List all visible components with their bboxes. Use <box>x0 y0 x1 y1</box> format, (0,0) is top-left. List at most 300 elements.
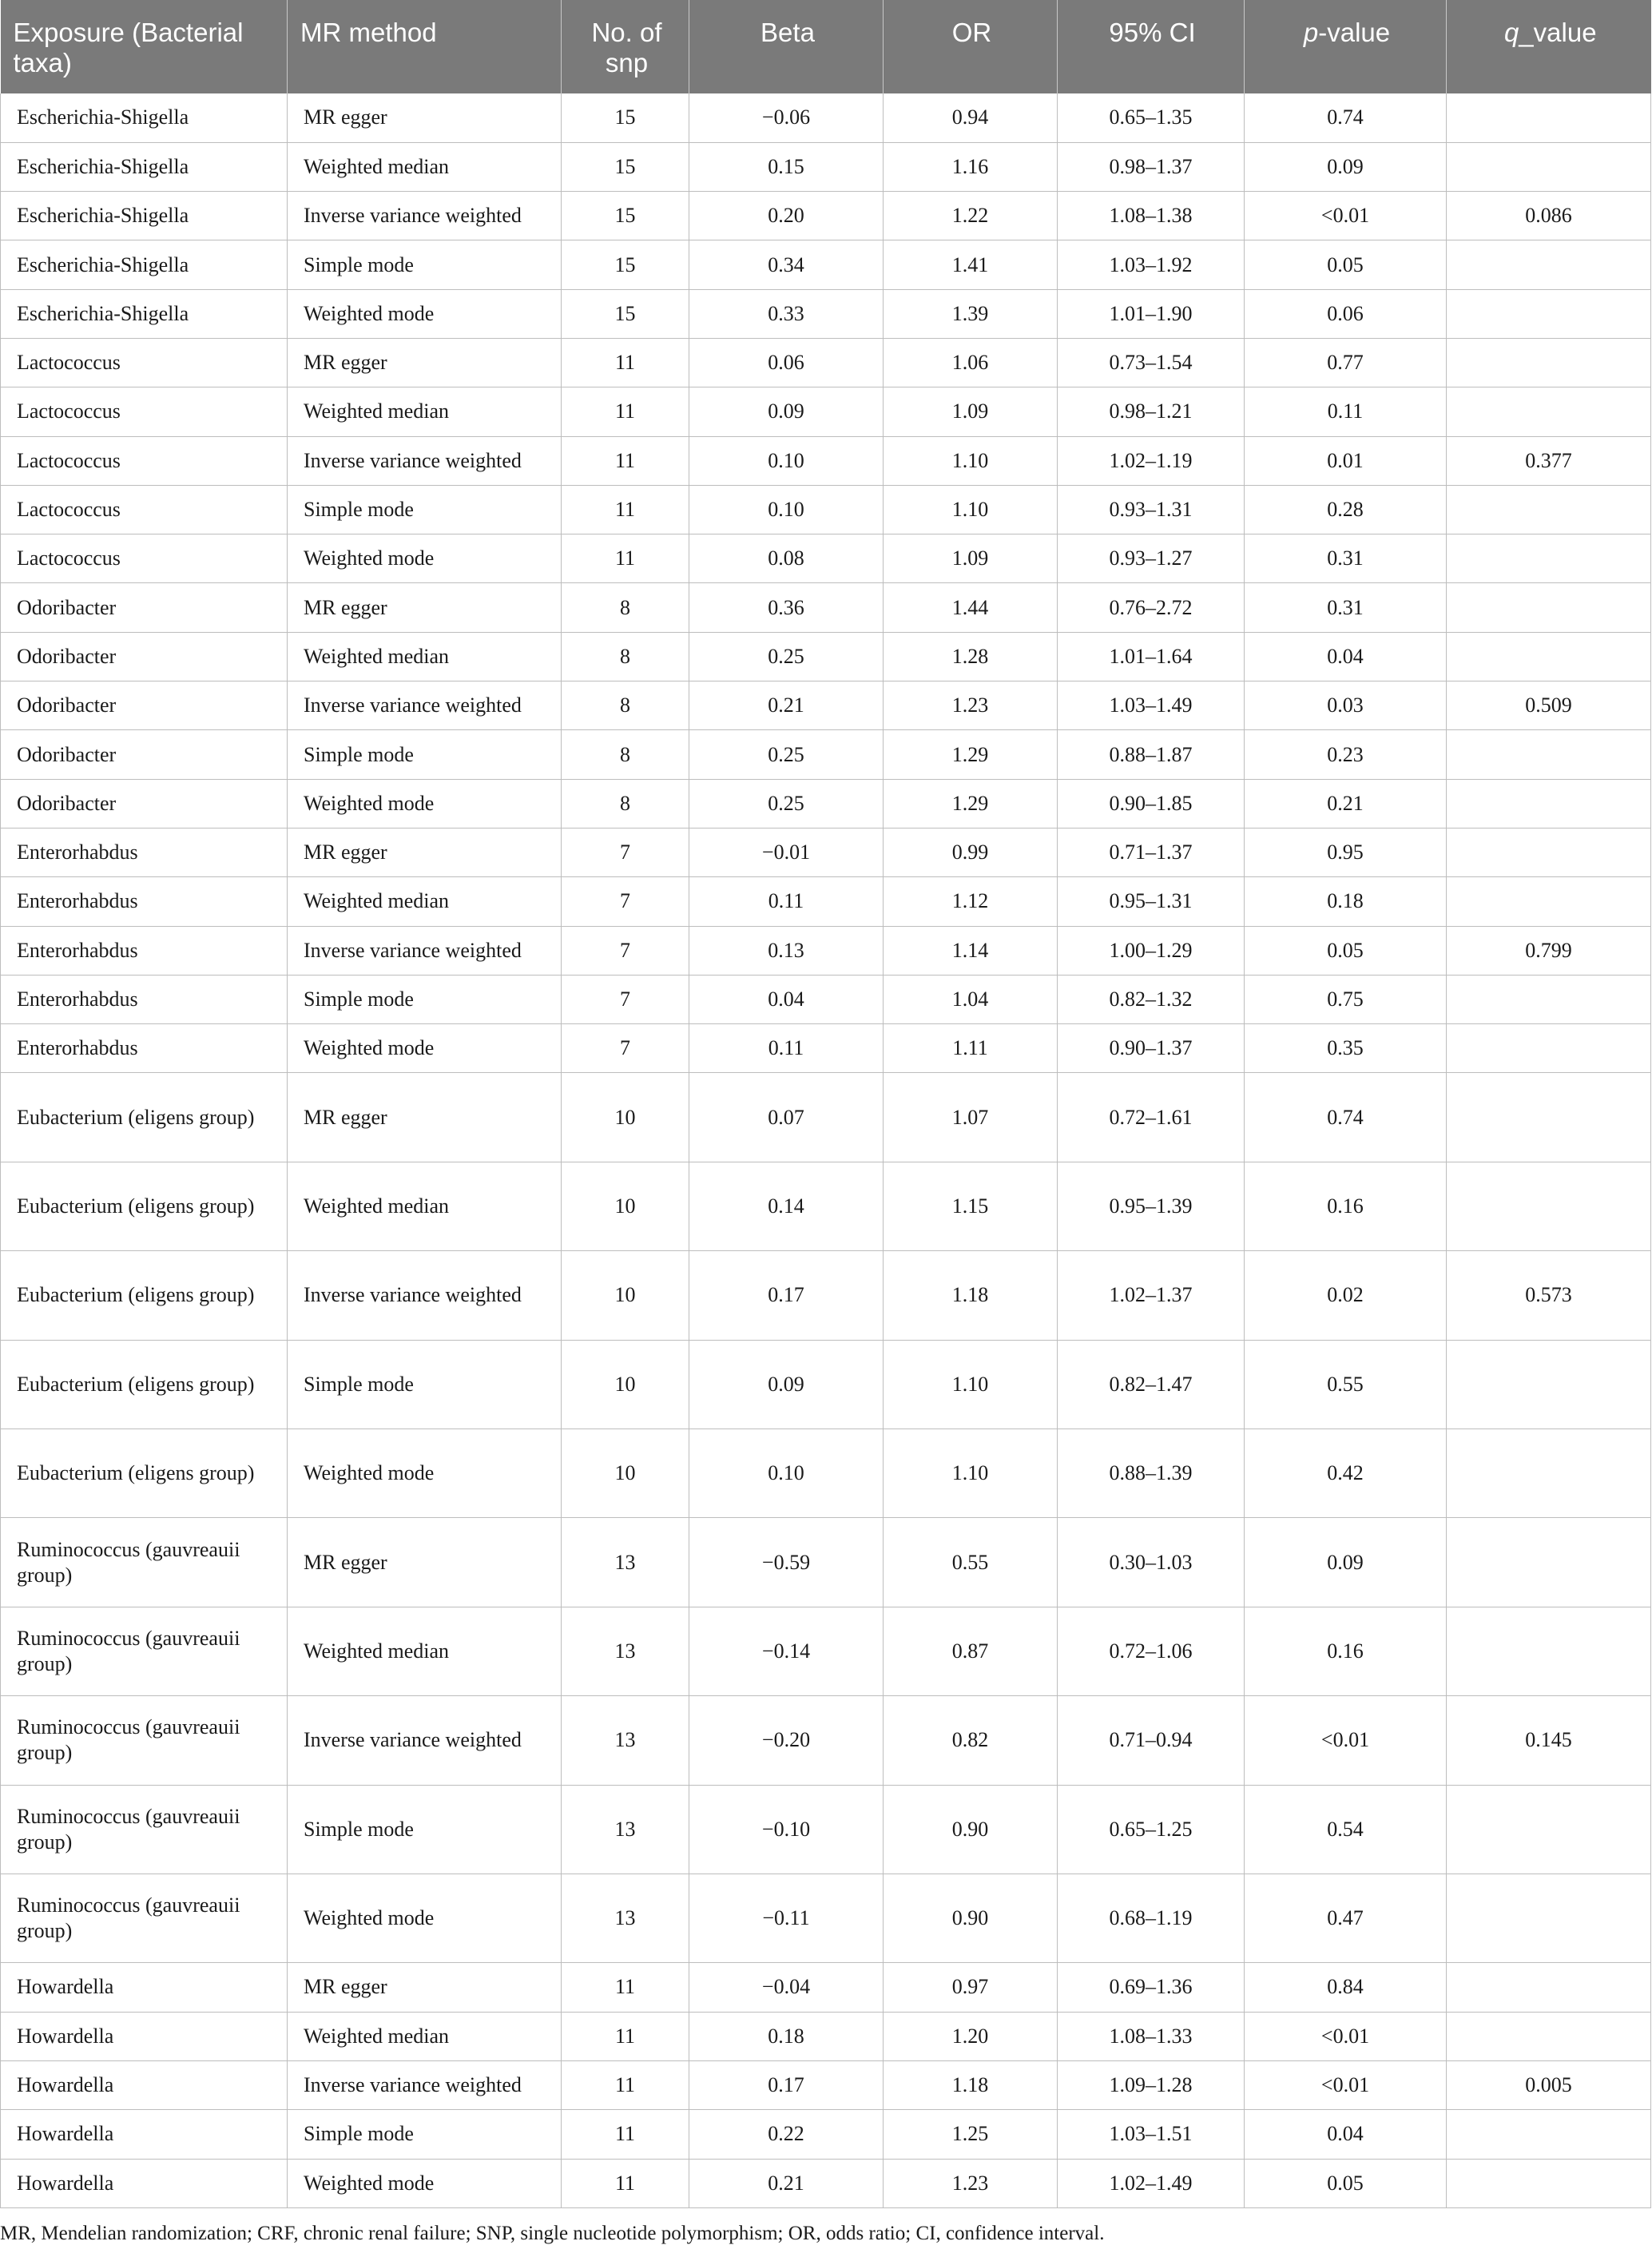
mr-method-cell: Simple mode <box>288 730 562 779</box>
snp-count-cell: 15 <box>562 240 689 289</box>
mr-method-cell: Inverse variance weighted <box>288 192 562 240</box>
q-value-cell <box>1447 2159 1651 2207</box>
table-row <box>1 1429 1651 1518</box>
q-value-cell <box>1447 1340 1651 1429</box>
ci-cell: 1.03–1.49 <box>1058 681 1245 730</box>
ci-cell: 0.30–1.03 <box>1058 1518 1245 1607</box>
q-value-cell <box>1447 779 1651 828</box>
q-value-cell <box>1447 1024 1651 1073</box>
exposure-cell: Enterorhabdus <box>1 926 288 975</box>
q-value-cell: 0.377 <box>1447 436 1651 485</box>
or-cell: 1.10 <box>884 1429 1058 1518</box>
beta-cell: 0.06 <box>689 338 884 387</box>
table-row <box>1 1607 1651 1695</box>
or-cell: 1.23 <box>884 2159 1058 2207</box>
ci-cell: 1.08–1.33 <box>1058 2012 1245 2060</box>
beta-cell: −0.20 <box>689 1696 884 1785</box>
beta-cell: −0.06 <box>689 93 884 142</box>
table-row <box>1 1340 1651 1429</box>
q-value-cell <box>1447 240 1651 289</box>
snp-count-cell: 13 <box>562 1785 689 1874</box>
q-value-cell: 0.573 <box>1447 1251 1651 1340</box>
mr-method-cell: Simple mode <box>288 485 562 534</box>
table-row <box>1 1696 1651 1785</box>
exposure-cell: Ruminococcus (gauvreauii group) <box>1 1518 288 1607</box>
q-value-cell <box>1447 632 1651 681</box>
p-value-cell: 0.42 <box>1245 1429 1447 1518</box>
ci-cell: 0.72–1.06 <box>1058 1607 1245 1695</box>
ci-cell: 1.09–1.28 <box>1058 2060 1245 2109</box>
beta-cell: 0.08 <box>689 534 884 583</box>
table-header <box>1 0 1651 93</box>
mr-method-cell: Weighted median <box>288 632 562 681</box>
ci-cell: 0.90–1.37 <box>1058 1024 1245 1073</box>
beta-cell: 0.07 <box>689 1073 884 1162</box>
mr-method-cell: Weighted mode <box>288 289 562 338</box>
p-value-cell: 0.74 <box>1245 93 1447 142</box>
snp-count-cell: 11 <box>562 338 689 387</box>
mr-method-cell: MR egger <box>288 338 562 387</box>
or-cell: 1.39 <box>884 289 1058 338</box>
p-value-cell: 0.09 <box>1245 142 1447 191</box>
mr-method-cell: Weighted mode <box>288 779 562 828</box>
ci-cell: 1.03–1.92 <box>1058 240 1245 289</box>
header-mr-method: MR method <box>288 0 562 93</box>
exposure-cell: Howardella <box>1 2110 288 2159</box>
beta-cell: 0.11 <box>689 1024 884 1073</box>
exposure-cell: Escherichia-Shigella <box>1 192 288 240</box>
p-value-cell: 0.09 <box>1245 1518 1447 1607</box>
or-cell: 1.11 <box>884 1024 1058 1073</box>
table-row <box>1 1874 1651 1962</box>
q-value-cell <box>1447 730 1651 779</box>
beta-cell: 0.09 <box>689 1340 884 1429</box>
table-row <box>1 142 1651 191</box>
ci-cell: 0.98–1.37 <box>1058 142 1245 191</box>
mr-method-cell: Inverse variance weighted <box>288 436 562 485</box>
or-cell: 1.09 <box>884 534 1058 583</box>
ci-cell: 0.65–1.35 <box>1058 93 1245 142</box>
beta-cell: 0.14 <box>689 1162 884 1250</box>
snp-count-cell: 15 <box>562 289 689 338</box>
table-row <box>1 975 1651 1023</box>
snp-count-cell: 11 <box>562 2012 689 2060</box>
or-cell: 1.23 <box>884 681 1058 730</box>
exposure-cell: Escherichia-Shigella <box>1 93 288 142</box>
header-p-value: p-value <box>1245 0 1447 93</box>
beta-cell: −0.11 <box>689 1874 884 1962</box>
mr-method-cell: Weighted median <box>288 2012 562 2060</box>
table-row <box>1 632 1651 681</box>
ci-cell: 1.08–1.38 <box>1058 192 1245 240</box>
beta-cell: 0.15 <box>689 142 884 191</box>
beta-cell: 0.10 <box>689 1429 884 1518</box>
p-value-cell: 0.03 <box>1245 681 1447 730</box>
snp-count-cell: 11 <box>562 2060 689 2109</box>
beta-cell: 0.10 <box>689 485 884 534</box>
snp-count-cell: 7 <box>562 1024 689 1073</box>
or-cell: 0.55 <box>884 1518 1058 1607</box>
snp-count-cell: 10 <box>562 1073 689 1162</box>
exposure-cell: Odoribacter <box>1 730 288 779</box>
table-row <box>1 2159 1651 2207</box>
mr-method-cell: Weighted mode <box>288 1874 562 1962</box>
snp-count-cell: 11 <box>562 1963 689 2012</box>
p-value-cell: 0.31 <box>1245 583 1447 632</box>
mr-method-cell: Weighted mode <box>288 534 562 583</box>
or-cell: 0.97 <box>884 1963 1058 2012</box>
p-value-cell: 0.35 <box>1245 1024 1447 1073</box>
snp-count-cell: 11 <box>562 387 689 436</box>
or-cell: 1.29 <box>884 730 1058 779</box>
p-value-cell: 0.05 <box>1245 240 1447 289</box>
table-row <box>1 828 1651 876</box>
ci-cell: 0.82–1.32 <box>1058 975 1245 1023</box>
mr-method-cell: Weighted median <box>288 1607 562 1695</box>
table-row <box>1 1963 1651 2012</box>
or-cell: 1.18 <box>884 1251 1058 1340</box>
mr-method-cell: Simple mode <box>288 240 562 289</box>
table-row <box>1 926 1651 975</box>
or-cell: 0.90 <box>884 1874 1058 1962</box>
p-value-cell: 0.54 <box>1245 1785 1447 1874</box>
beta-cell: 0.36 <box>689 583 884 632</box>
table-row <box>1 93 1651 142</box>
p-value-cell: 0.05 <box>1245 2159 1447 2207</box>
exposure-cell: Lactococcus <box>1 436 288 485</box>
mr-method-cell: MR egger <box>288 1518 562 1607</box>
beta-cell: 0.33 <box>689 289 884 338</box>
beta-cell: 0.21 <box>689 2159 884 2207</box>
table-row <box>1 240 1651 289</box>
snp-count-cell: 7 <box>562 828 689 876</box>
table-row <box>1 338 1651 387</box>
or-cell: 0.87 <box>884 1607 1058 1695</box>
exposure-cell: Odoribacter <box>1 583 288 632</box>
beta-cell: 0.17 <box>689 1251 884 1340</box>
p-value-cell: 0.95 <box>1245 828 1447 876</box>
snp-count-cell: 8 <box>562 632 689 681</box>
q-value-cell <box>1447 142 1651 191</box>
exposure-cell: Ruminococcus (gauvreauii group) <box>1 1607 288 1695</box>
p-value-cell: 0.11 <box>1245 387 1447 436</box>
beta-cell: −0.04 <box>689 1963 884 2012</box>
mr-method-cell: MR egger <box>288 1963 562 2012</box>
p-value-cell: 0.28 <box>1245 485 1447 534</box>
table-row <box>1 583 1651 632</box>
beta-cell: 0.09 <box>689 387 884 436</box>
exposure-cell: Lactococcus <box>1 534 288 583</box>
snp-count-cell: 11 <box>562 436 689 485</box>
q-value-cell: 0.145 <box>1447 1696 1651 1785</box>
beta-cell: −0.01 <box>689 828 884 876</box>
ci-cell: 1.01–1.90 <box>1058 289 1245 338</box>
header-row <box>1 0 1651 93</box>
exposure-cell: Eubacterium (eligens group) <box>1 1251 288 1340</box>
exposure-cell: Howardella <box>1 1963 288 2012</box>
exposure-cell: Lactococcus <box>1 387 288 436</box>
q-value-cell <box>1447 485 1651 534</box>
q-value-cell <box>1447 828 1651 876</box>
table-row <box>1 192 1651 240</box>
p-value-cell: 0.75 <box>1245 975 1447 1023</box>
q-value-cell <box>1447 1963 1651 2012</box>
ci-cell: 0.95–1.31 <box>1058 877 1245 926</box>
mr-method-cell: Inverse variance weighted <box>288 1696 562 1785</box>
q-value-cell <box>1447 2012 1651 2060</box>
exposure-cell: Enterorhabdus <box>1 828 288 876</box>
ci-cell: 0.71–1.37 <box>1058 828 1245 876</box>
header-q-value: q_value <box>1447 0 1651 93</box>
or-cell: 1.10 <box>884 485 1058 534</box>
table-row <box>1 534 1651 583</box>
exposure-cell: Enterorhabdus <box>1 877 288 926</box>
or-cell: 1.20 <box>884 2012 1058 2060</box>
or-cell: 1.18 <box>884 2060 1058 2109</box>
or-cell: 1.22 <box>884 192 1058 240</box>
p-value-cell: 0.55 <box>1245 1340 1447 1429</box>
mr-method-cell: Inverse variance weighted <box>288 1251 562 1340</box>
or-cell: 1.16 <box>884 142 1058 191</box>
snp-count-cell: 7 <box>562 877 689 926</box>
ci-cell: 0.65–1.25 <box>1058 1785 1245 1874</box>
mr-method-cell: Simple mode <box>288 2110 562 2159</box>
q-value-cell <box>1447 975 1651 1023</box>
ci-cell: 0.72–1.61 <box>1058 1073 1245 1162</box>
q-value-cell <box>1447 1162 1651 1250</box>
ci-cell: 1.03–1.51 <box>1058 2110 1245 2159</box>
p-value-cell: <0.01 <box>1245 2012 1447 2060</box>
or-cell: 1.44 <box>884 583 1058 632</box>
exposure-cell: Howardella <box>1 2159 288 2207</box>
table-footnote: MR, Mendelian randomization; CRF, chronic renal failure; SNP, single nucleotide polymorphism; OR, odds ratio; CI, confidence interval. <box>0 2223 1105 2244</box>
beta-cell: 0.17 <box>689 2060 884 2109</box>
or-cell: 1.09 <box>884 387 1058 436</box>
table-row <box>1 387 1651 436</box>
beta-cell: −0.10 <box>689 1785 884 1874</box>
mr-method-cell: Weighted median <box>288 1162 562 1250</box>
beta-cell: 0.25 <box>689 632 884 681</box>
snp-count-cell: 13 <box>562 1607 689 1695</box>
snp-count-cell: 10 <box>562 1162 689 1250</box>
snp-count-cell: 11 <box>562 2159 689 2207</box>
p-value-cell: 0.04 <box>1245 2110 1447 2159</box>
q-value-cell <box>1447 1518 1651 1607</box>
p-value-cell: 0.05 <box>1245 926 1447 975</box>
beta-cell: 0.25 <box>689 779 884 828</box>
p-value-cell: <0.01 <box>1245 192 1447 240</box>
ci-cell: 1.00–1.29 <box>1058 926 1245 975</box>
table-row <box>1 2110 1651 2159</box>
mr-method-cell: Weighted mode <box>288 1024 562 1073</box>
snp-count-cell: 8 <box>562 681 689 730</box>
header-ci: 95% CI <box>1058 0 1245 93</box>
table-row <box>1 1518 1651 1607</box>
table-row <box>1 2060 1651 2109</box>
or-cell: 1.10 <box>884 436 1058 485</box>
exposure-cell: Eubacterium (eligens group) <box>1 1429 288 1518</box>
p-value-cell: 0.01 <box>1245 436 1447 485</box>
beta-cell: 0.25 <box>689 730 884 779</box>
p-value-cell: 0.47 <box>1245 1874 1447 1962</box>
p-value-cell: 0.74 <box>1245 1073 1447 1162</box>
exposure-cell: Howardella <box>1 2012 288 2060</box>
q-value-cell: 0.509 <box>1447 681 1651 730</box>
snp-count-cell: 8 <box>562 730 689 779</box>
mr-method-cell: Inverse variance weighted <box>288 2060 562 2109</box>
exposure-cell: Lactococcus <box>1 485 288 534</box>
exposure-cell: Escherichia-Shigella <box>1 289 288 338</box>
exposure-cell: Escherichia-Shigella <box>1 142 288 191</box>
exposure-cell: Ruminococcus (gauvreauii group) <box>1 1874 288 1962</box>
p-value-cell: 0.02 <box>1245 1251 1447 1340</box>
table-row <box>1 1162 1651 1250</box>
table-row <box>1 2012 1651 2060</box>
q-value-cell <box>1447 338 1651 387</box>
beta-cell: 0.13 <box>689 926 884 975</box>
q-value-cell <box>1447 534 1651 583</box>
beta-cell: 0.11 <box>689 877 884 926</box>
q-value-cell: 0.799 <box>1447 926 1651 975</box>
snp-count-cell: 10 <box>562 1340 689 1429</box>
exposure-cell: Lactococcus <box>1 338 288 387</box>
ci-cell: 1.02–1.49 <box>1058 2159 1245 2207</box>
header-or: OR <box>884 0 1058 93</box>
ci-cell: 0.90–1.85 <box>1058 779 1245 828</box>
table-row <box>1 1073 1651 1162</box>
beta-cell: 0.10 <box>689 436 884 485</box>
p-value-cell: 0.16 <box>1245 1607 1447 1695</box>
exposure-cell: Enterorhabdus <box>1 1024 288 1073</box>
p-value-cell: 0.06 <box>1245 289 1447 338</box>
q-value-cell <box>1447 1607 1651 1695</box>
exposure-cell: Eubacterium (eligens group) <box>1 1162 288 1250</box>
snp-count-cell: 15 <box>562 142 689 191</box>
q-value-cell <box>1447 1073 1651 1162</box>
q-value-cell: 0.005 <box>1447 2060 1651 2109</box>
exposure-cell: Ruminococcus (gauvreauii group) <box>1 1696 288 1785</box>
exposure-cell: Odoribacter <box>1 779 288 828</box>
snp-count-cell: 11 <box>562 485 689 534</box>
ci-cell: 0.73–1.54 <box>1058 338 1245 387</box>
beta-cell: −0.14 <box>689 1607 884 1695</box>
exposure-cell: Eubacterium (eligens group) <box>1 1073 288 1162</box>
header-exposure: Exposure (Bacterial taxa) <box>1 0 288 93</box>
ci-cell: 1.01–1.64 <box>1058 632 1245 681</box>
ci-cell: 0.68–1.19 <box>1058 1874 1245 1962</box>
table-row <box>1 436 1651 485</box>
p-value-cell: <0.01 <box>1245 2060 1447 2109</box>
or-cell: 1.04 <box>884 975 1058 1023</box>
table-row <box>1 485 1651 534</box>
q-value-cell <box>1447 583 1651 632</box>
mr-method-cell: MR egger <box>288 828 562 876</box>
ci-cell: 0.69–1.36 <box>1058 1963 1245 2012</box>
beta-cell: 0.18 <box>689 2012 884 2060</box>
ci-cell: 0.76–2.72 <box>1058 583 1245 632</box>
q-value-cell <box>1447 387 1651 436</box>
q-value-cell <box>1447 1429 1651 1518</box>
mr-method-cell: Weighted mode <box>288 2159 562 2207</box>
or-cell: 1.12 <box>884 877 1058 926</box>
table-row <box>1 1785 1651 1874</box>
snp-count-cell: 13 <box>562 1518 689 1607</box>
or-cell: 1.25 <box>884 2110 1058 2159</box>
q-value-cell <box>1447 289 1651 338</box>
mr-method-cell: Weighted median <box>288 142 562 191</box>
snp-count-cell: 7 <box>562 975 689 1023</box>
ci-cell: 0.82–1.47 <box>1058 1340 1245 1429</box>
mr-method-cell: MR egger <box>288 583 562 632</box>
mr-method-cell: Inverse variance weighted <box>288 926 562 975</box>
p-value-cell: 0.84 <box>1245 1963 1447 2012</box>
or-cell: 0.94 <box>884 93 1058 142</box>
snp-count-cell: 7 <box>562 926 689 975</box>
or-cell: 1.28 <box>884 632 1058 681</box>
or-cell: 0.90 <box>884 1785 1058 1874</box>
q-value-cell <box>1447 93 1651 142</box>
beta-cell: 0.22 <box>689 2110 884 2159</box>
table-row <box>1 289 1651 338</box>
or-cell: 0.82 <box>884 1696 1058 1785</box>
exposure-cell: Eubacterium (eligens group) <box>1 1340 288 1429</box>
or-cell: 1.29 <box>884 779 1058 828</box>
snp-count-cell: 10 <box>562 1251 689 1340</box>
snp-count-cell: 11 <box>562 2110 689 2159</box>
or-cell: 1.41 <box>884 240 1058 289</box>
p-value-cell: 0.31 <box>1245 534 1447 583</box>
ci-cell: 0.98–1.21 <box>1058 387 1245 436</box>
exposure-cell: Escherichia-Shigella <box>1 240 288 289</box>
or-cell: 0.99 <box>884 828 1058 876</box>
mr-method-cell: Weighted median <box>288 387 562 436</box>
ci-cell: 0.95–1.39 <box>1058 1162 1245 1250</box>
mr-method-cell: Inverse variance weighted <box>288 681 562 730</box>
q-value-cell: 0.086 <box>1447 192 1651 240</box>
table-row <box>1 779 1651 828</box>
ci-cell: 0.88–1.39 <box>1058 1429 1245 1518</box>
exposure-cell: Odoribacter <box>1 681 288 730</box>
p-value-cell: 0.16 <box>1245 1162 1447 1250</box>
ci-cell: 1.02–1.19 <box>1058 436 1245 485</box>
mr-method-cell: Weighted mode <box>288 1429 562 1518</box>
p-value-cell: 0.23 <box>1245 730 1447 779</box>
table-body <box>1 93 1651 2207</box>
or-cell: 1.10 <box>884 1340 1058 1429</box>
or-cell: 1.07 <box>884 1073 1058 1162</box>
ci-cell: 0.71–0.94 <box>1058 1696 1245 1785</box>
ci-cell: 1.02–1.37 <box>1058 1251 1245 1340</box>
p-value-cell: <0.01 <box>1245 1696 1447 1785</box>
snp-count-cell: 13 <box>562 1696 689 1785</box>
beta-cell: 0.21 <box>689 681 884 730</box>
mr-method-cell: MR egger <box>288 93 562 142</box>
ci-cell: 0.88–1.87 <box>1058 730 1245 779</box>
table-row <box>1 730 1651 779</box>
exposure-cell: Enterorhabdus <box>1 975 288 1023</box>
q-value-cell <box>1447 1785 1651 1874</box>
q-value-cell <box>1447 1874 1651 1962</box>
p-value-cell: 0.77 <box>1245 338 1447 387</box>
header-beta: Beta <box>689 0 884 93</box>
or-cell: 1.06 <box>884 338 1058 387</box>
beta-cell: 0.34 <box>689 240 884 289</box>
beta-cell: −0.59 <box>689 1518 884 1607</box>
exposure-cell: Odoribacter <box>1 632 288 681</box>
table-row <box>1 681 1651 730</box>
mr-method-cell: Simple mode <box>288 1785 562 1874</box>
snp-count-cell: 15 <box>562 192 689 240</box>
